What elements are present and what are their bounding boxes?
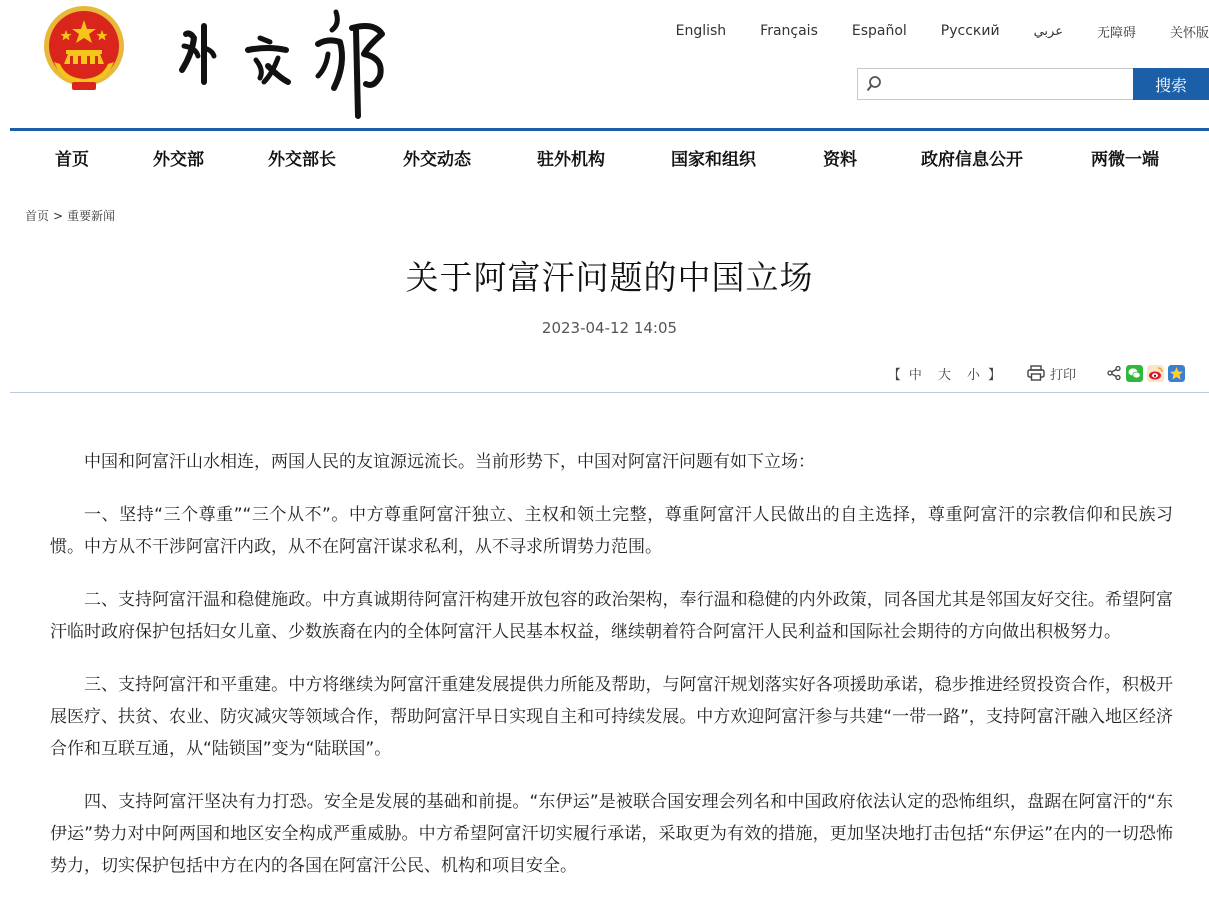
site-header [0, 0, 1209, 130]
article-paragraph: 一、坚持“三个尊重”“三个从不”。中方尊重阿富汗独立、主权和领土完整，尊重阿富汗人民做出的自主选择，尊重阿富汗的宗教信仰和民族习惯。中方从不干涉阿富汗内政，从不在阿富汗谋求私利，从不寻求所谓势力范围。 [50, 505, 1173, 557]
breadcrumb-current[interactable]: 重要新闻 [67, 209, 116, 223]
breadcrumb-home[interactable]: 首页 [25, 209, 50, 223]
qzone-share-icon[interactable] [1168, 365, 1185, 382]
font-size-medium-button[interactable]: 中 [908, 367, 922, 383]
article-paragraph: 二、支持阿富汗温和稳健施政。中方真诚期待阿富汗构建开放包容的政治架构，奉行温和稳健的内外政策，同各国尤其是邻国友好交往。希望阿富汗临时政府保护包括妇女儿童、少数族裔在内的全体阿富汗人民基本权益，继续朝着符合阿富汗人民利益和国际社会期待的方向做出积极努力。 [50, 590, 1173, 642]
accessibility-link[interactable]: 无障碍 [1096, 25, 1136, 41]
size-bracket-open: 【 [887, 367, 901, 383]
printer-icon [1027, 365, 1045, 381]
article-paragraph: 中国和阿富汗山水相连，两国人民的友谊源远流长。当前形势下，中国对阿富汗问题有如下立场： [84, 452, 815, 472]
search-bar [857, 68, 1209, 100]
nav-item-missions-abroad[interactable]: 驻外机构 [537, 150, 605, 170]
share-group [1106, 365, 1185, 382]
weibo-share-icon[interactable] [1147, 365, 1164, 382]
lang-english[interactable]: English [675, 23, 727, 39]
nav-item-foreign-minister[interactable]: 外交部长 [268, 150, 336, 170]
nav-item-government-info[interactable]: 政府信息公开 [921, 150, 1023, 170]
nav-item-resources[interactable]: 资料 [823, 150, 857, 170]
language-switcher [676, 20, 1209, 42]
lang-spanish[interactable]: Español [851, 23, 907, 39]
article-date: 2023-04-12 14:05 [541, 319, 678, 337]
size-bracket-close: 】 [987, 367, 1001, 383]
ministry-calligraphy-logo[interactable] [168, 4, 408, 122]
nav-item-home[interactable]: 首页 [55, 150, 89, 170]
nav-item-countries-organizations[interactable]: 国家和组织 [671, 150, 756, 170]
article-body [50, 446, 1173, 903]
article-paragraph: 三、支持阿富汗和平重建。中方将继续为阿富汗重建发展提供力所能及帮助，与阿富汗规划落实好各项援助承诺，稳步推进经贸投资合作，积极开展医疗、扶贫、农业、防灾减灾等领域合作，帮助阿富汗早日实现自主和可持续发展。中方欢迎阿富汗参与共建“一带一路”，支持阿富汗融入地区经济合作和互联互通，从“陆锁国”变为“陆联国”。 [50, 675, 1173, 759]
search-icon [866, 75, 882, 93]
lang-arabic[interactable]: عربي [1033, 23, 1063, 39]
nav-item-diplomatic-news[interactable]: 外交动态 [403, 150, 471, 170]
elderly-care-version-link[interactable]: 关怀版 [1169, 25, 1209, 41]
share-icon[interactable] [1106, 365, 1122, 381]
search-field-wrapper [857, 68, 1133, 100]
font-size-large-button[interactable]: 大 [937, 367, 951, 383]
article-tools [888, 363, 1185, 383]
nav-item-new-media[interactable]: 两微一端 [1091, 150, 1159, 170]
national-emblem-logo[interactable] [42, 2, 126, 92]
article-title: 关于阿富汗问题的中国立场 [405, 258, 814, 297]
article-paragraph: 四、支持阿富汗坚决有力打恐。安全是发展的基础和前提。“东伊运”是被联合国安理会列名和中国政府依法认定的恐怖组织，盘踞在阿富汗的“东伊运”势力对中阿两国和地区安全构成严重威胁。中方希望阿富汗切实履行承诺，采取更为有效的措施，更加坚决地打击包括“东伊运”在内的一切恐怖势力，切实保护包括中方在内的各国在阿富汗公民、机构和项目安全。 [50, 792, 1173, 876]
breadcrumb-separator: > [53, 208, 64, 223]
print-label: 打印 [1049, 367, 1076, 383]
title-divider [10, 392, 1209, 393]
font-size-small-button[interactable]: 小 [966, 367, 980, 383]
nav-item-ministry[interactable]: 外交部 [153, 150, 204, 170]
wechat-share-icon[interactable] [1126, 365, 1143, 382]
breadcrumb [25, 207, 115, 224]
print-button[interactable] [1027, 364, 1076, 383]
lang-russian[interactable]: Русский [940, 23, 1000, 39]
lang-french[interactable]: Français [760, 23, 818, 39]
search-button[interactable]: 搜索 [1133, 68, 1209, 100]
main-nav [0, 131, 1209, 185]
font-size-selector [888, 364, 1001, 383]
search-input[interactable] [882, 70, 1133, 98]
